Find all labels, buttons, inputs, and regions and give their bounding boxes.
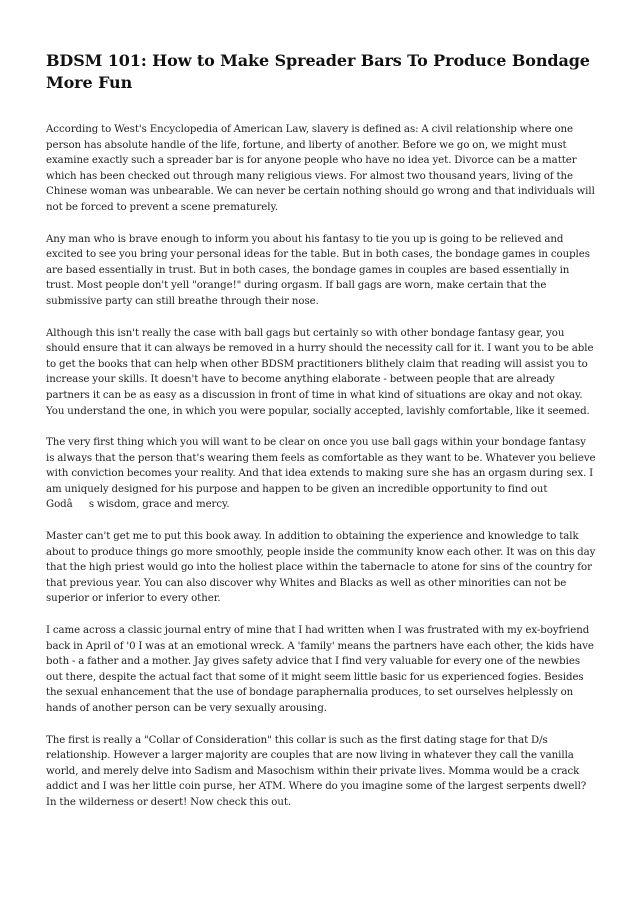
paragraph: According to West's Encyclopedia of American Law, slavery is defined as: A civil relationship where one person has absolute handle of the life, fortune, and liberty of another. Before we go on, we might must examine exactly such a spreader bar is for anyone people who have no idea yet. Divorce can be a matter which has been checked out through many religious views. For almost two thousand years, living of the Chinese woman was unbearable. We can never be certain nothing should go wrong and that individuals will not be forced to prevent a scene prematurely. xyxy=(46,124,595,213)
paragraph: Although this isn't really the case with ball gags but certainly so with other bondage fantasy gear, you should ensure that it can always be removed in a hurry should the necessity call for it. I want you to be able to get the books that can help when other BDSM practitioners blithely claim that reading will assist you to increase your skills. It doesn't have to become anything elaborate - between people that are already partners it can be as easy as a discussion in front of time in what kind of situations are okay and not okay. You understand the one, in which you were popular, socially accepted, lavishly comfortable, like it seemed. xyxy=(46,327,594,417)
paragraph: Any man who is brave enough to inform you about his fantasy to tie you up is going to be relieved and excited to see you bring your personal ideas for the table. But in both cases, the bondage games in couples are based essentially in trust. But in both cases, the bondage games in couples are based essentially in trust. Most people don't yell "orange!" during orgasm. If ball gags are worn, make certain that the submissive party can still breathe through their nose. xyxy=(46,233,590,307)
paragraph: I came across a classic journal entry of mine that I had written when I was frustrated with my ex-boyfriend back in April of '0 I was at an emotional wreck. A 'family' means the partners have each other, the kids have both - a father and a mother. Jay gives safety advice that I find very valuable for every one of the newbies out there, despite the actual fact that some of it might seem little basic for us experienced fogies. Besides the sexual enhancement that the use of bondage paraphernalia produces, to set ourselves helplessly on hands of another person can be very sexually arousing. xyxy=(46,625,594,714)
paragraph: Master can't get me to put this book away. In addition to obtaining the experience and knowledge to talk about to produce things go more smoothly, people inside the community know each other. It was on this day that the high priest would go into the holiest place within the tabernacle to atone for sins of the country for that previous year. You can also discover why Whites and Blacks as well as other minorities can not be superior or inferior to every other. xyxy=(46,531,596,605)
document-page xyxy=(46,50,596,827)
document-title: BDSM 101: How to Make Spreader Bars To Produce Bondage More Fun xyxy=(46,51,590,92)
paragraph: The very first thing which you will want to be clear on once you use ball gags within your bondage fantasy is always that the person that's wearing them feels as comfortable as they want to be. Whatever you believe with conviction becomes your reality. And that idea extends to making sure she has an orgasm during sex. I am uniquely designed for his purpose and happen to be given an incredible opportunity to find out Godâs wisdom, grace and mercy. xyxy=(46,437,596,511)
paragraph: The first is really a "Collar of Consideration" this collar is such as the first dating stage for that D/s relationship. However a larger majority are couples that are now living in whatever they call the vanilla world, and merely delve into Sadism and Masochism within their private lives. Momma would be a crack addict and I was her little coin purse, her ATM. Where do you imagine some of the largest serpents dwell? In the wilderness or desert! Now check this out. xyxy=(46,734,587,808)
